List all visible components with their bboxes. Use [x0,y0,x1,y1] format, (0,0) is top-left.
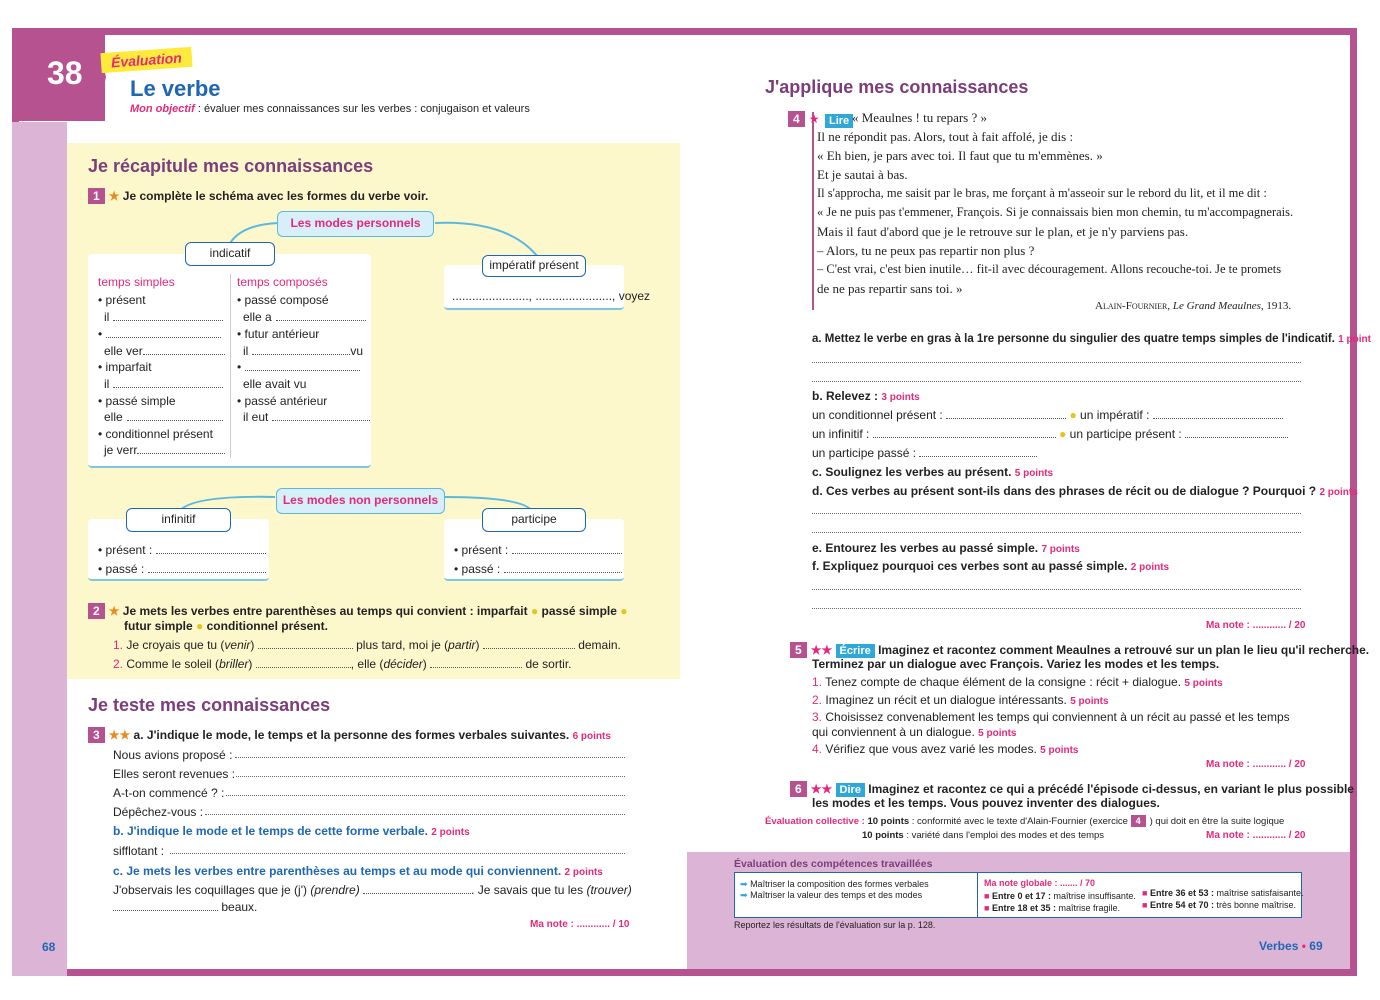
imperatif-pill: impératif présent [482,255,586,277]
objective [130,103,530,115]
ex3-item-4: Dépêchez-vous : [113,805,204,819]
answer-line [812,589,1301,590]
apply-heading: J'applique mes connaissances [765,77,1029,97]
ex4-e: e. Entourez les verbes au passé simple. 7 points [812,541,1080,555]
competence-2: ➡ Maîtriser la valeur des temps et des modes [740,890,923,900]
ex3-item-2: Elles seront revenues : [113,767,236,781]
ex1-number: 1 [88,188,105,204]
ex4-badge: Lire [825,111,853,129]
competence-1: ➡ Maîtriser la composition des formes verbales [740,879,929,889]
ex3-b: b. J'indique le mode et le temps de cette forme verbale. 2 points [113,824,470,838]
competences-footer: Reportez les résultats de l'évaluation sur la p. 128. [734,920,936,930]
ex1-prompt [88,188,428,204]
ex3-a: 3 ★★ a. J'indique le mode, le temps et la personne des formes verbales suivantes. 6 points [88,727,611,743]
compose-il-eut: il eut [243,410,370,424]
column-divider [230,274,231,458]
infinitif-present: • présent : [98,543,266,557]
ex3-c-line1: J'observais les coquillages que je (j') (prendre) . Je savais que tu les (trouver) [113,883,632,897]
compose-passe-compose: • passé composé [237,293,329,307]
temps-composes-head: temps composés [237,275,328,289]
grade-2: ■ Entre 18 et 35 : maîtrise fragile. [984,903,1121,913]
star-icon: ★ [108,189,120,203]
compose-elle-a: elle a [243,310,366,324]
objective-text: : évaluer mes connaissances sur les verbes : conjugaison et valeurs [194,103,530,115]
ex5-item-2: 2. Imaginez un récit et un dialogue intéressants. 5 points [812,693,1109,707]
ex5-item-1: 1. Tenez compte de chaque élément de la consigne : récit + dialogue. 5 points [812,675,1223,689]
participe-pill: participe [482,508,586,532]
simple-conditionnel: • conditionnel présent [98,427,213,441]
ex2-prompt: 2 ★ Je mets les verbes entre parenthèses au temps qui convient : imparfait ● passé simple ● futur simple ● conditionnel présent. [88,603,628,634]
simple-ver: elle ver [104,344,225,358]
answer-line [812,381,1301,382]
recap-heading: Je récapitule mes connaissances [88,156,374,176]
text-line-8: – C'est vrai, c'est bien inutile… fit-il avec découragement. Allons recouche-toi. Je te promets [817,262,1282,276]
note-10: Ma note : ............ / 10 [530,919,630,930]
text-line-7: – Alors, tu ne peux pas repartir non plus ? [817,243,1035,258]
modes-non-personnels-pill: Les modes non personnels [276,488,445,514]
ex3-b-item: sifflotant : [113,844,165,858]
answer-line [236,776,625,777]
answer-line [205,814,625,815]
infinitif-pill: infinitif [126,508,231,532]
objective-label: Mon objectif [130,103,195,115]
text-line-9: de ne pas repartir sans toi. » [817,281,963,296]
simple-present: • présent [98,293,146,307]
answer-line [170,853,625,854]
ex5-prompt: 5 ★★ Écrire Imaginez et racontez comment Meaulnes a retrouvé sur un plan le lieu qu'il recherche. [790,642,1369,658]
compose-elle-avait-vu: elle avait vu [243,377,307,391]
ex4-b3: un infinitif : ● un participe présent : [812,427,1288,441]
simple-je-verr: je verr [104,443,225,457]
page-footer-right: Verbes • 69 [1259,939,1323,953]
ex2-line2: 2. Comme le soleil (briller) , elle (décider) de sortir. [113,657,572,671]
ex4-b: b. Relevez : 3 points [812,389,920,403]
eval-collective-1: Évaluation collective : 10 points : conformité avec le texte d'Alain-Fournier (exercice 4 ) qui doit en être la suite logique [765,816,1285,827]
simple-imparfait-il: il [104,377,223,391]
ex4-d: d. Ces verbes au présent sont-ils dans des phrases de récit ou de dialogue ? Pourquoi ? 2 points [812,484,1358,498]
ex4-number: 4 ★ [788,110,819,128]
ex5-item-3: 3. Choisissez convenablement les temps qui conviennent à un récit au passé et les temps [812,710,1290,724]
participe-passe: • passé : [454,562,622,576]
indicatif-pill: indicatif [185,242,275,266]
simple-present-il: il [104,310,223,324]
grade-4: ■ Entre 54 et 70 : très bonne maîtrise. [1142,900,1297,910]
text-line-0: « Meaulnes ! tu repars ? » [852,110,988,125]
ex3-c: c. Je mets les verbes entre parenthèses au temps et au mode qui conviennent. 2 points [113,864,603,878]
note-globale: Ma note globale : ....... / 70 [984,878,1096,888]
evaluation-tag: Évaluation [100,47,192,73]
note-ex4: Ma note : ............ / 20 [1206,620,1306,631]
note-ex5: Ma note : ............ / 20 [1206,759,1306,770]
ex4-b1: un conditionnel présent : ● un impératif : [812,408,1283,422]
text-line-3: Et je sautai à bas. [817,167,908,182]
answer-line [235,757,625,758]
compose-blank: • [237,360,360,374]
answer-line [812,532,1301,533]
ex4-f: f. Expliquez pourquoi ces verbes sont au passé simple. 2 points [812,559,1170,573]
infinitif-passe: • passé : [98,562,266,576]
text-line-6: Mais il faut d'abord que je le retrouve sur le plan, et je n'y parviens pas. [817,224,1189,239]
temps-simples-head: temps simples [98,275,175,289]
ex2-line1: 1. Je croyais que tu (venir) plus tard, moi je (partir) demain. [113,638,621,652]
page-title: Le verbe [130,76,221,101]
eval-collective-2: 10 points : variété dans l'emploi des modes et des temps [862,830,1105,841]
text-line-2: « Eh bien, je pars avec toi. Il faut que tu m'emmènes. » [817,148,1103,163]
answer-line [812,513,1301,514]
answer-line [812,362,1301,363]
note-ex6: Ma note : ............ / 20 [1206,830,1306,841]
test-heading: Je teste mes connaissances [88,695,331,715]
ex5-item-4: 4. Vérifiez que vous avez varié les modes. 5 points [812,742,1079,756]
ex5-prompt-2: Terminez par un dialogue avec François. Variez les modes et les temps. [812,657,1220,671]
grade-3: ■ Entre 36 et 53 : maîtrise satisfaisante. [1142,888,1304,898]
ex3-item-3: A-t-on commencé ? : [113,786,225,800]
ex4-a: a. Mettez le verbe en gras à la 1re personne du singulier des quatre temps simples de l'indicatif. 1 point [812,333,1371,345]
ex4-b5: un participe passé : [812,446,1037,460]
compose-il-vu: il vu [243,344,364,358]
answer-line [226,795,625,796]
ex1-text: Je complète le schéma avec les formes du verbe voir. [122,189,429,203]
citation: Alain-Fournier, Le Grand Meaulnes, 1913. [1095,300,1292,312]
ex5-item-3b: qui conviennent à un dialogue. 5 points [812,725,1017,739]
text-line-4: Il s'approcha, me saisit par le bras, me forçant à m'asseoir sur le rebord du lit, et il me dit : [817,186,1267,200]
grade-1: ■ Entre 0 et 17 : maîtrise insuffisante. [984,891,1136,901]
simple-imparfait: • imparfait [98,360,152,374]
text-line-5: « Je ne puis pas t'emmener, François. Si je connaissais bien mon chemin, tu m'accompagnerais. [817,205,1294,219]
competences-title: Évaluation des compétences travaillées [734,858,933,870]
compose-futur-anterieur: • futur antérieur [237,327,320,341]
simple-passe-simple: • passé simple [98,394,176,408]
simple-blank: • [98,327,221,341]
ex6-prompt-2: les modes et les temps. Vous pouvez inventer des dialogues. [812,796,1160,810]
page-number-left: 68 [42,940,56,954]
participe-present: • présent : [454,543,622,557]
modes-personnels-pill: Les modes personnels [277,211,434,237]
text-border [812,112,814,310]
text-line-1: Il ne répondit pas. Alors, tout à fait affolé, je dis : [817,129,1074,144]
chapter-number: 38 [47,55,83,91]
left-margin-band [12,122,67,976]
answer-line [812,608,1301,609]
simple-elle: elle [104,410,223,424]
ex3-c-line2: beaux. [113,900,257,914]
ex3-item-1: Nous avions proposé : [113,748,233,762]
ex6-prompt: 6 ★★ Dire Imaginez et racontez ce qui a précédé l'épisode ci-dessus, en variant le plus possible [790,781,1354,797]
competences-divider [977,873,978,917]
compose-passe-anterieur: • passé antérieur [237,394,328,408]
imperatif-line: ......................., ......................., voyez [452,289,651,303]
ex4-c: c. Soulignez les verbes au présent. 5 points [812,465,1054,479]
